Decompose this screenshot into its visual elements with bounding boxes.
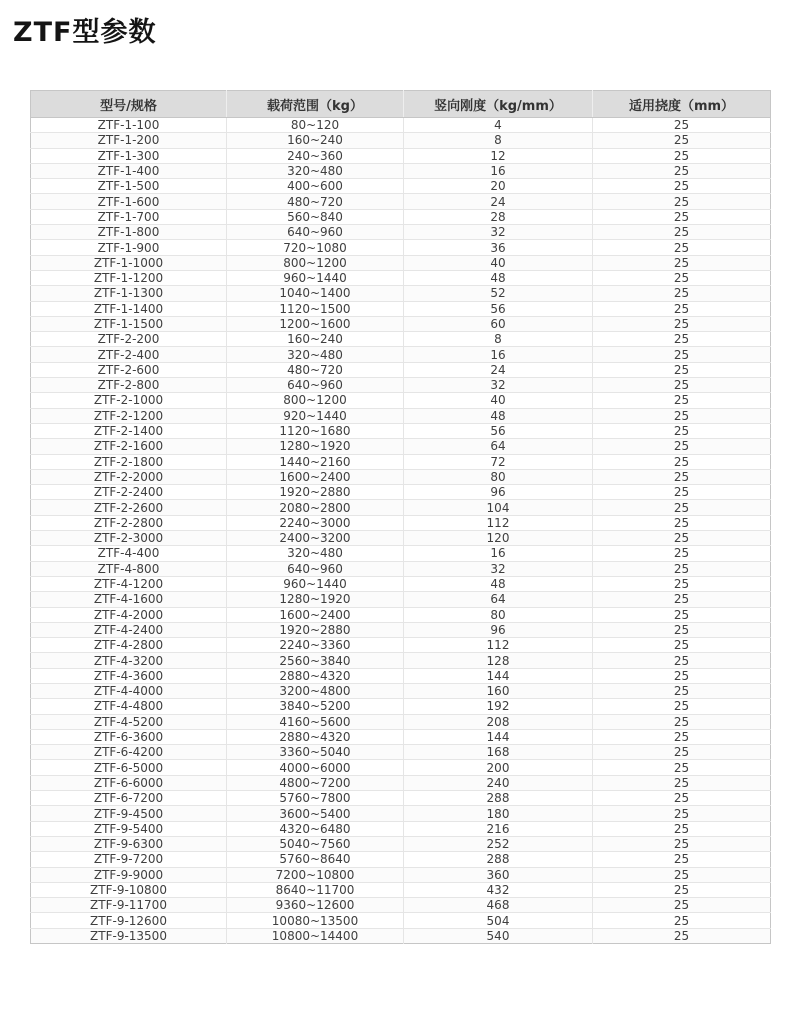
- cell-deflection: 25: [593, 240, 771, 255]
- cell-load-range: 3200~4800: [227, 683, 404, 698]
- table-row: [31, 454, 771, 469]
- cell-load-range: 640~960: [227, 225, 404, 240]
- cell-model: ZTF-1-900: [31, 240, 227, 255]
- cell-load-range: 400~600: [227, 179, 404, 194]
- cell-model: ZTF-1-400: [31, 163, 227, 178]
- table-row: [31, 469, 771, 484]
- table-row: [31, 576, 771, 591]
- cell-model: ZTF-1-800: [31, 225, 227, 240]
- cell-stiffness: 4: [404, 118, 593, 133]
- cell-stiffness: 112: [404, 515, 593, 530]
- cell-load-range: 560~840: [227, 209, 404, 224]
- header-row: [31, 91, 771, 118]
- cell-deflection: 25: [593, 760, 771, 775]
- cell-model: ZTF-2-1600: [31, 439, 227, 454]
- cell-load-range: 160~240: [227, 133, 404, 148]
- cell-model: ZTF-1-200: [31, 133, 227, 148]
- cell-load-range: 1200~1600: [227, 316, 404, 331]
- table-row: [31, 653, 771, 668]
- table-row: [31, 118, 771, 133]
- cell-load-range: 480~720: [227, 194, 404, 209]
- cell-deflection: 25: [593, 255, 771, 270]
- cell-load-range: 920~1440: [227, 408, 404, 423]
- cell-deflection: 25: [593, 362, 771, 377]
- cell-model: ZTF-4-400: [31, 546, 227, 561]
- table-row: [31, 163, 771, 178]
- table-row: [31, 408, 771, 423]
- cell-stiffness: 192: [404, 699, 593, 714]
- cell-model: ZTF-9-11700: [31, 898, 227, 913]
- cell-model: ZTF-4-1200: [31, 576, 227, 591]
- cell-stiffness: 144: [404, 729, 593, 744]
- cell-stiffness: 12: [404, 148, 593, 163]
- cell-stiffness: 28: [404, 209, 593, 224]
- cell-model: ZTF-1-1300: [31, 286, 227, 301]
- cell-stiffness: 112: [404, 638, 593, 653]
- cell-stiffness: 40: [404, 393, 593, 408]
- table-row: [31, 148, 771, 163]
- cell-load-range: 2560~3840: [227, 653, 404, 668]
- cell-model: ZTF-1-1200: [31, 270, 227, 285]
- cell-model: ZTF-1-1500: [31, 316, 227, 331]
- cell-deflection: 25: [593, 301, 771, 316]
- cell-load-range: 8640~11700: [227, 882, 404, 897]
- cell-load-range: 2400~3200: [227, 531, 404, 546]
- cell-load-range: 640~960: [227, 378, 404, 393]
- cell-deflection: 25: [593, 500, 771, 515]
- cell-deflection: 25: [593, 133, 771, 148]
- ztf-parameters-table: [30, 90, 771, 944]
- table-row: [31, 592, 771, 607]
- cell-load-range: 960~1440: [227, 270, 404, 285]
- table-row: [31, 714, 771, 729]
- cell-model: ZTF-2-1800: [31, 454, 227, 469]
- table-row: [31, 898, 771, 913]
- cell-model: ZTF-2-1400: [31, 423, 227, 438]
- cell-model: ZTF-9-6300: [31, 836, 227, 851]
- table-row: [31, 316, 771, 331]
- cell-deflection: 25: [593, 408, 771, 423]
- cell-model: ZTF-2-600: [31, 362, 227, 377]
- table-row: [31, 347, 771, 362]
- column-header-stiffness: 竖向刚度（kg/mm）: [404, 91, 593, 118]
- table-row: [31, 378, 771, 393]
- table-row: [31, 867, 771, 882]
- cell-model: ZTF-4-4000: [31, 683, 227, 698]
- cell-stiffness: 32: [404, 225, 593, 240]
- cell-model: ZTF-4-3200: [31, 653, 227, 668]
- cell-load-range: 4320~6480: [227, 821, 404, 836]
- cell-deflection: 25: [593, 286, 771, 301]
- table-row: [31, 607, 771, 622]
- cell-model: ZTF-2-2400: [31, 485, 227, 500]
- cell-stiffness: 32: [404, 378, 593, 393]
- cell-model: ZTF-4-2800: [31, 638, 227, 653]
- cell-stiffness: 96: [404, 485, 593, 500]
- cell-deflection: 25: [593, 209, 771, 224]
- cell-deflection: 25: [593, 118, 771, 133]
- cell-stiffness: 240: [404, 775, 593, 790]
- table-row: [31, 638, 771, 653]
- table-row: [31, 546, 771, 561]
- table-row: [31, 301, 771, 316]
- cell-stiffness: 216: [404, 821, 593, 836]
- cell-deflection: 25: [593, 378, 771, 393]
- cell-load-range: 320~480: [227, 347, 404, 362]
- cell-deflection: 25: [593, 714, 771, 729]
- cell-stiffness: 360: [404, 867, 593, 882]
- cell-model: ZTF-4-800: [31, 561, 227, 576]
- cell-load-range: 5760~8640: [227, 852, 404, 867]
- cell-stiffness: 208: [404, 714, 593, 729]
- cell-deflection: 25: [593, 576, 771, 591]
- cell-model: ZTF-9-7200: [31, 852, 227, 867]
- table-row: [31, 225, 771, 240]
- table-row: [31, 500, 771, 515]
- cell-stiffness: 32: [404, 561, 593, 576]
- cell-stiffness: 48: [404, 408, 593, 423]
- cell-deflection: 25: [593, 546, 771, 561]
- cell-stiffness: 20: [404, 179, 593, 194]
- cell-deflection: 25: [593, 332, 771, 347]
- cell-load-range: 1040~1400: [227, 286, 404, 301]
- cell-stiffness: 64: [404, 592, 593, 607]
- cell-stiffness: 40: [404, 255, 593, 270]
- cell-load-range: 7200~10800: [227, 867, 404, 882]
- cell-deflection: 25: [593, 423, 771, 438]
- cell-deflection: 25: [593, 592, 771, 607]
- cell-model: ZTF-6-6000: [31, 775, 227, 790]
- cell-deflection: 25: [593, 882, 771, 897]
- table-row: [31, 209, 771, 224]
- cell-deflection: 25: [593, 622, 771, 637]
- table-row: [31, 806, 771, 821]
- cell-stiffness: 288: [404, 791, 593, 806]
- cell-stiffness: 180: [404, 806, 593, 821]
- table-row: [31, 836, 771, 851]
- cell-deflection: 25: [593, 638, 771, 653]
- cell-model: ZTF-1-600: [31, 194, 227, 209]
- cell-load-range: 320~480: [227, 163, 404, 178]
- cell-load-range: 80~120: [227, 118, 404, 133]
- table-row: [31, 485, 771, 500]
- cell-load-range: 1920~2880: [227, 622, 404, 637]
- table-row: [31, 668, 771, 683]
- cell-stiffness: 540: [404, 928, 593, 943]
- cell-deflection: 25: [593, 683, 771, 698]
- cell-stiffness: 80: [404, 607, 593, 622]
- cell-stiffness: 252: [404, 836, 593, 851]
- table-body: [31, 118, 771, 944]
- cell-load-range: 3600~5400: [227, 806, 404, 821]
- cell-model: ZTF-2-2000: [31, 469, 227, 484]
- cell-deflection: 25: [593, 928, 771, 943]
- table-row: [31, 791, 771, 806]
- cell-load-range: 10800~14400: [227, 928, 404, 943]
- cell-model: ZTF-4-3600: [31, 668, 227, 683]
- cell-stiffness: 200: [404, 760, 593, 775]
- table-row: [31, 561, 771, 576]
- cell-model: ZTF-4-5200: [31, 714, 227, 729]
- page-title: ZTF型参数: [13, 17, 157, 48]
- cell-deflection: 25: [593, 699, 771, 714]
- cell-load-range: 1280~1920: [227, 439, 404, 454]
- cell-model: ZTF-2-1000: [31, 393, 227, 408]
- cell-stiffness: 56: [404, 301, 593, 316]
- cell-stiffness: 96: [404, 622, 593, 637]
- table-row: [31, 423, 771, 438]
- cell-load-range: 1600~2400: [227, 469, 404, 484]
- cell-model: ZTF-4-1600: [31, 592, 227, 607]
- table-row: [31, 699, 771, 714]
- cell-load-range: 480~720: [227, 362, 404, 377]
- cell-deflection: 25: [593, 515, 771, 530]
- cell-deflection: 25: [593, 347, 771, 362]
- table-row: [31, 515, 771, 530]
- table-row: [31, 683, 771, 698]
- cell-load-range: 1120~1500: [227, 301, 404, 316]
- cell-model: ZTF-9-12600: [31, 913, 227, 928]
- cell-model: ZTF-4-2400: [31, 622, 227, 637]
- cell-model: ZTF-1-300: [31, 148, 227, 163]
- cell-model: ZTF-1-1000: [31, 255, 227, 270]
- cell-deflection: 25: [593, 867, 771, 882]
- cell-deflection: 25: [593, 454, 771, 469]
- cell-deflection: 25: [593, 163, 771, 178]
- cell-stiffness: 8: [404, 332, 593, 347]
- table-row: [31, 393, 771, 408]
- cell-stiffness: 16: [404, 546, 593, 561]
- cell-stiffness: 160: [404, 683, 593, 698]
- cell-stiffness: 80: [404, 469, 593, 484]
- cell-deflection: 25: [593, 836, 771, 851]
- cell-deflection: 25: [593, 607, 771, 622]
- cell-deflection: 25: [593, 393, 771, 408]
- cell-model: ZTF-1-500: [31, 179, 227, 194]
- table-row: [31, 179, 771, 194]
- cell-load-range: 1600~2400: [227, 607, 404, 622]
- table-row: [31, 775, 771, 790]
- cell-load-range: 4800~7200: [227, 775, 404, 790]
- cell-stiffness: 144: [404, 668, 593, 683]
- cell-model: ZTF-6-5000: [31, 760, 227, 775]
- cell-load-range: 4000~6000: [227, 760, 404, 775]
- table-row: [31, 882, 771, 897]
- cell-load-range: 800~1200: [227, 255, 404, 270]
- cell-load-range: 160~240: [227, 332, 404, 347]
- cell-stiffness: 16: [404, 347, 593, 362]
- table-row: [31, 270, 771, 285]
- cell-deflection: 25: [593, 561, 771, 576]
- cell-load-range: 1120~1680: [227, 423, 404, 438]
- cell-stiffness: 16: [404, 163, 593, 178]
- cell-deflection: 25: [593, 898, 771, 913]
- cell-load-range: 720~1080: [227, 240, 404, 255]
- cell-deflection: 25: [593, 852, 771, 867]
- cell-stiffness: 48: [404, 576, 593, 591]
- cell-deflection: 25: [593, 270, 771, 285]
- cell-model: ZTF-2-800: [31, 378, 227, 393]
- cell-deflection: 25: [593, 469, 771, 484]
- cell-deflection: 25: [593, 821, 771, 836]
- cell-model: ZTF-1-100: [97, 118, 160, 133]
- cell-load-range: 3840~5200: [227, 699, 404, 714]
- cell-load-range: 3360~5040: [227, 745, 404, 760]
- cell-model: ZTF-1-700: [31, 209, 227, 224]
- cell-model: ZTF-2-2600: [31, 500, 227, 515]
- cell-stiffness: 24: [404, 194, 593, 209]
- cell-deflection: 25: [593, 485, 771, 500]
- cell-deflection: 25: [593, 775, 771, 790]
- column-header-load-range: 载荷范围（kg）: [227, 91, 404, 118]
- table-row: [31, 531, 771, 546]
- column-header-deflection: 适用挠度（mm）: [593, 91, 771, 118]
- cell-stiffness: 128: [404, 653, 593, 668]
- cell-deflection: 25: [593, 913, 771, 928]
- cell-load-range: 2240~3000: [227, 515, 404, 530]
- cell-load-range: 5760~7800: [227, 791, 404, 806]
- cell-model: ZTF-2-1200: [31, 408, 227, 423]
- cell-stiffness: 24: [404, 362, 593, 377]
- cell-model: ZTF-4-2000: [31, 607, 227, 622]
- cell-stiffness: 168: [404, 745, 593, 760]
- cell-stiffness: 288: [404, 852, 593, 867]
- cell-deflection: 25: [593, 668, 771, 683]
- cell-load-range: 320~480: [227, 546, 404, 561]
- cell-model: ZTF-2-3000: [31, 531, 227, 546]
- cell-load-range: 2880~4320: [227, 729, 404, 744]
- cell-model: ZTF-4-4800: [31, 699, 227, 714]
- cell-model: ZTF-1-1400: [31, 301, 227, 316]
- cell-load-range: 1440~2160: [227, 454, 404, 469]
- cell-stiffness: 36: [404, 240, 593, 255]
- cell-model: ZTF-6-3600: [31, 729, 227, 744]
- cell-stiffness: 504: [404, 913, 593, 928]
- table-row: [31, 439, 771, 454]
- cell-stiffness: 120: [404, 531, 593, 546]
- table-row: [31, 913, 771, 928]
- table-row: [31, 852, 771, 867]
- table-row: [31, 821, 771, 836]
- cell-stiffness: 56: [404, 423, 593, 438]
- cell-deflection: 25: [593, 225, 771, 240]
- cell-stiffness: 52: [404, 286, 593, 301]
- cell-load-range: 9360~12600: [227, 898, 404, 913]
- cell-model: ZTF-2-200: [31, 332, 227, 347]
- cell-model: ZTF-2-400: [31, 347, 227, 362]
- cell-deflection: 25: [593, 179, 771, 194]
- cell-load-range: 10080~13500: [227, 913, 404, 928]
- cell-deflection: 25: [593, 745, 771, 760]
- table-row: [31, 362, 771, 377]
- cell-deflection: 25: [593, 194, 771, 209]
- cell-deflection: 25: [593, 653, 771, 668]
- cell-deflection: 25: [593, 806, 771, 821]
- cell-stiffness: 432: [404, 882, 593, 897]
- cell-load-range: 5040~7560: [227, 836, 404, 851]
- cell-load-range: 2240~3360: [227, 638, 404, 653]
- table-row: [31, 332, 771, 347]
- cell-deflection: 25: [593, 439, 771, 454]
- cell-stiffness: 104: [404, 500, 593, 515]
- cell-model: ZTF-9-13500: [31, 928, 227, 943]
- cell-deflection: 25: [593, 531, 771, 546]
- cell-stiffness: 468: [404, 898, 593, 913]
- cell-stiffness: 64: [404, 439, 593, 454]
- cell-stiffness: 60: [404, 316, 593, 331]
- cell-deflection: 25: [593, 148, 771, 163]
- table-row: [31, 133, 771, 148]
- column-header-model: 型号/规格: [31, 91, 227, 118]
- cell-load-range: 1920~2880: [227, 485, 404, 500]
- cell-model: ZTF-9-4500: [31, 806, 227, 821]
- cell-model: ZTF-9-9000: [31, 867, 227, 882]
- cell-model: ZTF-9-5400: [31, 821, 227, 836]
- cell-stiffness: 48: [404, 270, 593, 285]
- cell-deflection: 25: [593, 729, 771, 744]
- table-row: [31, 255, 771, 270]
- table-row: [31, 745, 771, 760]
- cell-model: ZTF-6-7200: [31, 791, 227, 806]
- cell-load-range: 960~1440: [227, 576, 404, 591]
- cell-model: ZTF-6-4200: [31, 745, 227, 760]
- table-header: [31, 91, 771, 118]
- cell-load-range: 640~960: [227, 561, 404, 576]
- cell-load-range: 2080~2800: [227, 500, 404, 515]
- table-row: [31, 928, 771, 943]
- cell-load-range: 4160~5600: [227, 714, 404, 729]
- table-row: [31, 622, 771, 637]
- cell-model: ZTF-2-2800: [31, 515, 227, 530]
- cell-load-range: 1280~1920: [227, 592, 404, 607]
- cell-stiffness: 72: [404, 454, 593, 469]
- cell-deflection: 25: [593, 316, 771, 331]
- table-row: [31, 240, 771, 255]
- cell-stiffness: 8: [404, 133, 593, 148]
- cell-deflection: 25: [593, 791, 771, 806]
- cell-load-range: 2880~4320: [227, 668, 404, 683]
- table-row: [31, 729, 771, 744]
- table-row: [31, 194, 771, 209]
- cell-load-range: 800~1200: [227, 393, 404, 408]
- table-row: [31, 760, 771, 775]
- table-row: [31, 286, 771, 301]
- cell-model: ZTF-9-10800: [31, 882, 227, 897]
- cell-load-range: 240~360: [227, 148, 404, 163]
